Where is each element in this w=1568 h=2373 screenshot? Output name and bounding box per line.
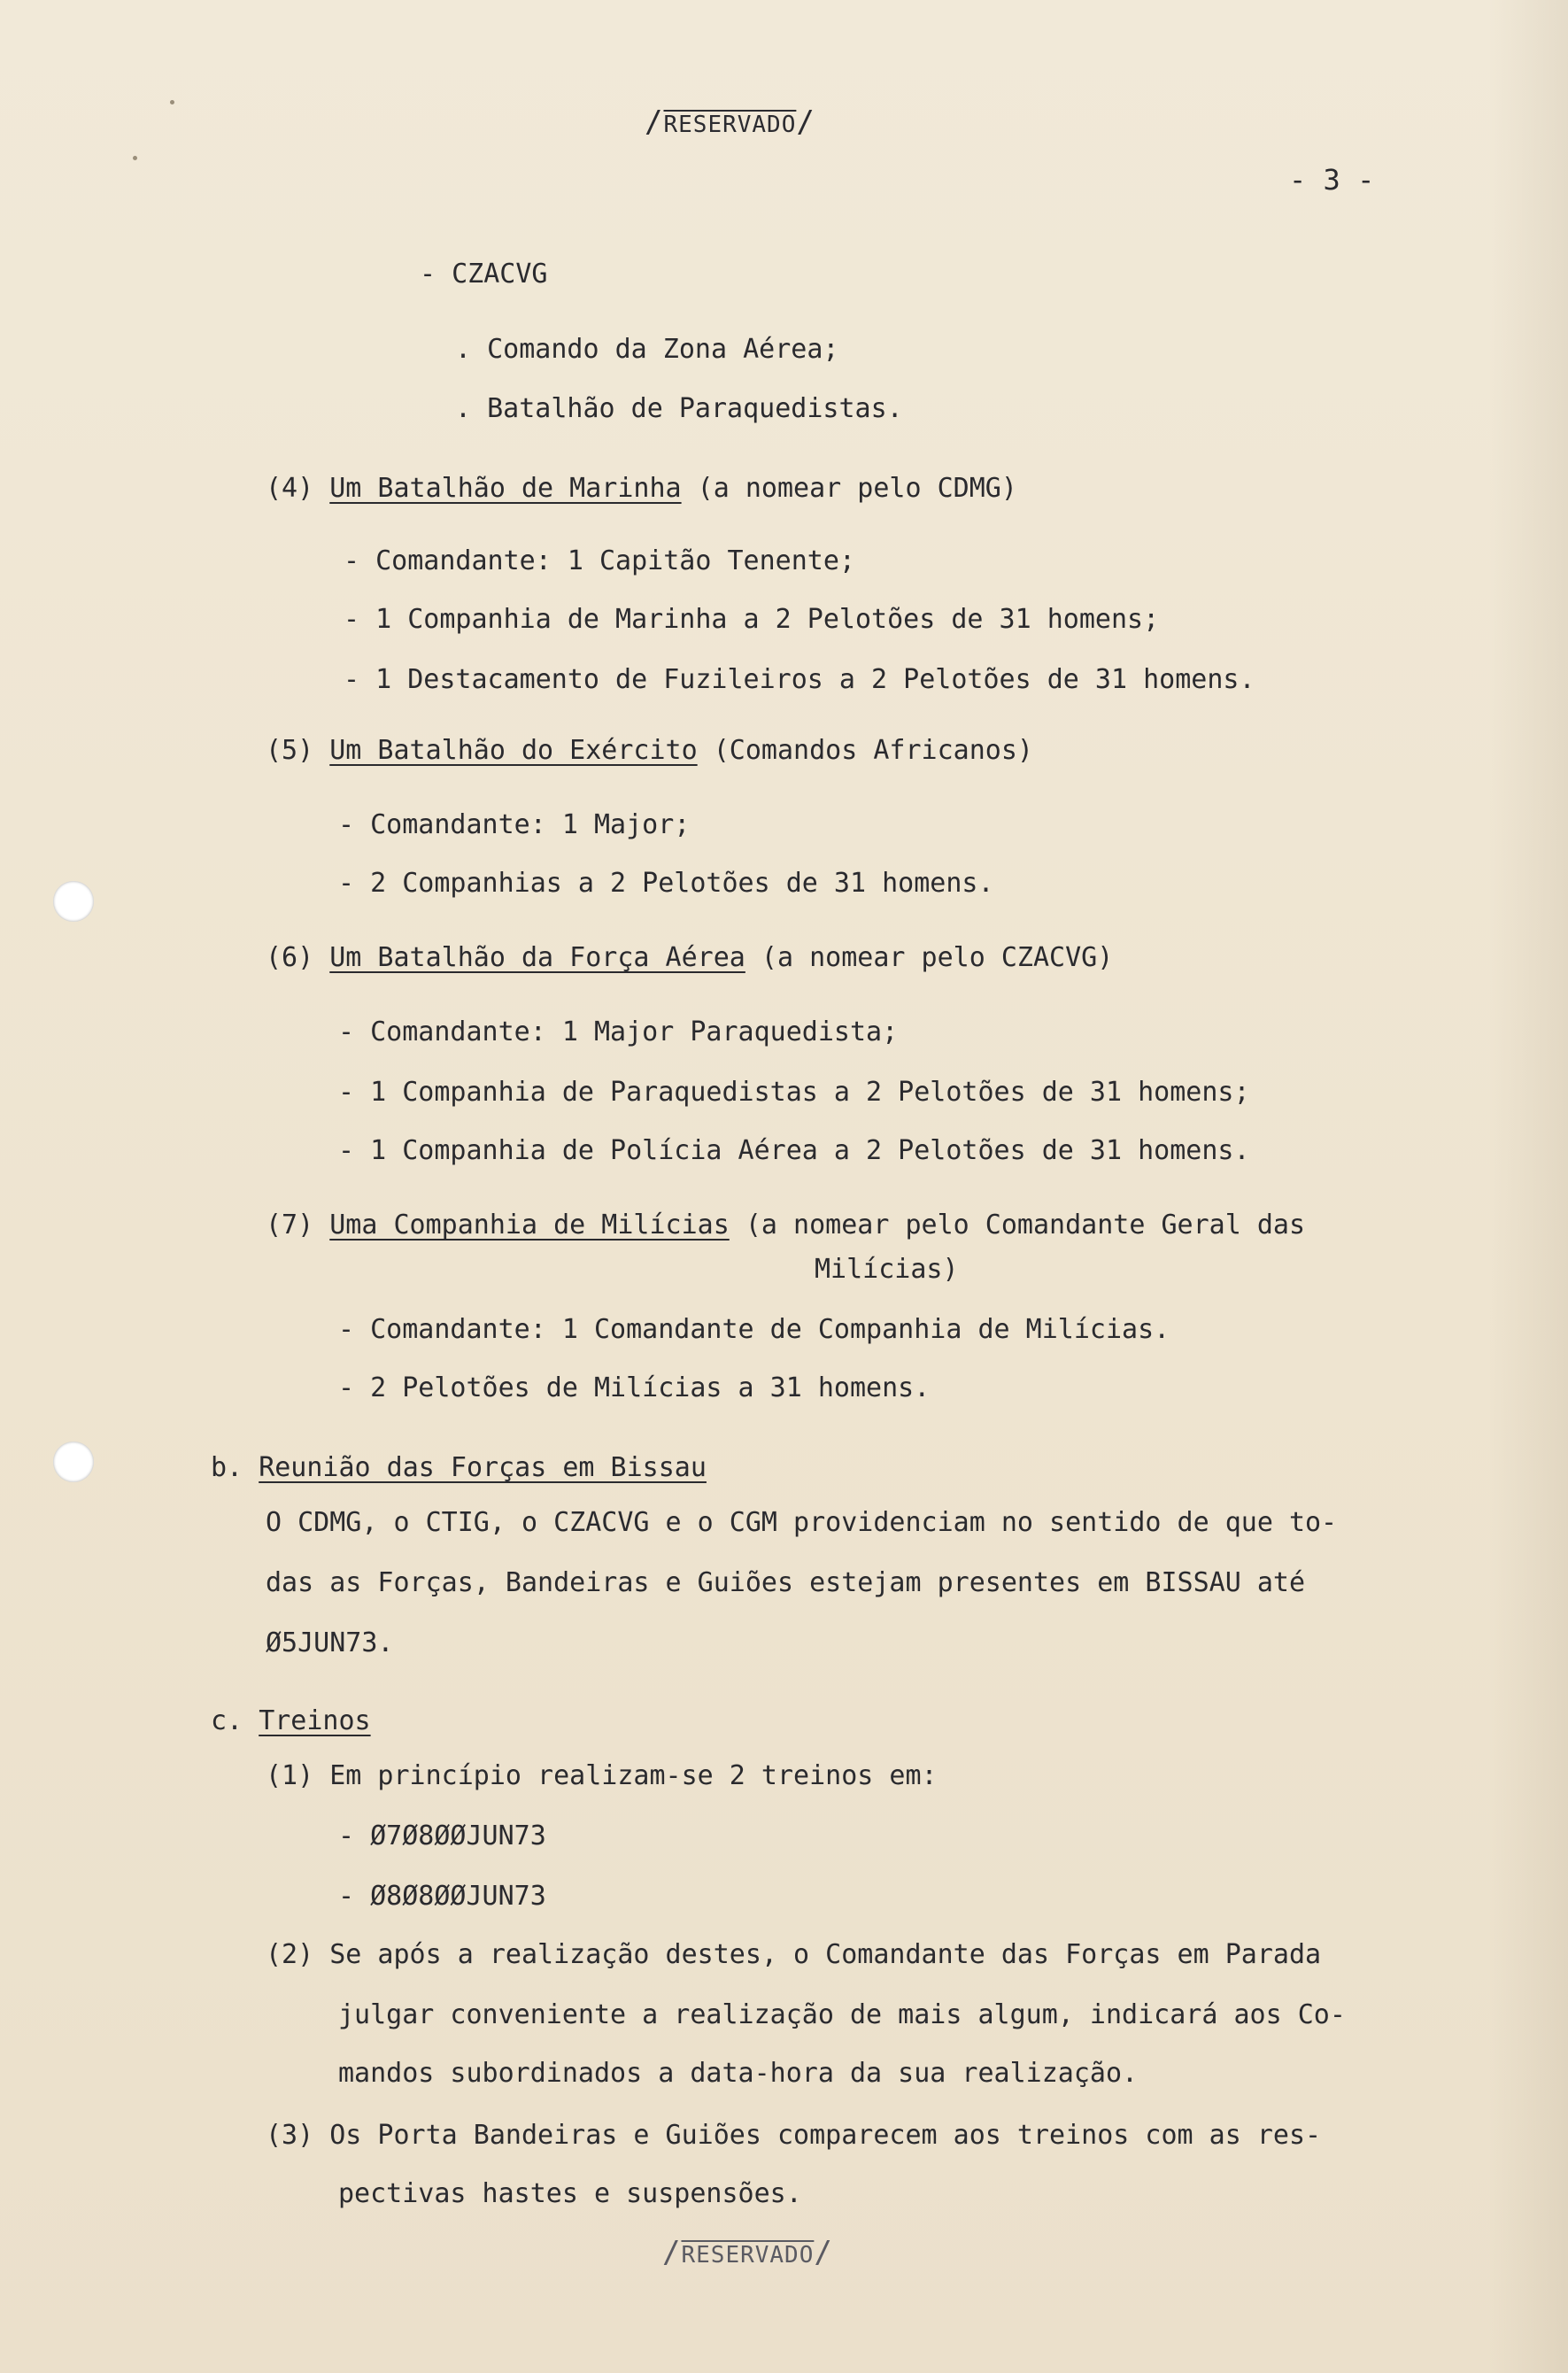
section-c-label: c. bbox=[211, 1705, 243, 1736]
item-7-note-continued: Milícias) bbox=[815, 1254, 959, 1285]
training-date: - Ø8Ø8ØØJUN73 bbox=[338, 1881, 546, 1912]
section-c-heading bbox=[211, 1704, 371, 1739]
section-c-item-2-line: Se após a realização destes, o Comandante das Forças em Parada bbox=[329, 1939, 1322, 1970]
item-4-line: - Comandante: 1 Capitão Tenente; bbox=[344, 545, 855, 576]
page-number: - 3 - bbox=[1289, 163, 1375, 197]
section-b-label: b. bbox=[211, 1452, 243, 1483]
item-7-line: - 2 Pelotões de Milícias a 31 homens. bbox=[338, 1372, 931, 1403]
item-4-title: Um Batalhão de Marinha bbox=[329, 473, 682, 504]
item-7-number: (7) bbox=[266, 1210, 314, 1241]
czacvg-heading: - CZACVG bbox=[420, 259, 548, 290]
classification-stamp-top: /RESERVADO/ bbox=[645, 104, 815, 140]
paper-mark bbox=[133, 156, 137, 160]
item-7-title: Uma Companhia de Milícias bbox=[329, 1210, 730, 1241]
training-date: - Ø7Ø8ØØJUN73 bbox=[338, 1820, 546, 1851]
section-c-item-2-number: (2) bbox=[266, 1939, 314, 1970]
item-7-note: (a nomear pelo Comandante Geral das bbox=[745, 1210, 1306, 1241]
item-4-line: - 1 Destacamento de Fuzileiros a 2 Pelotões de 31 homens. bbox=[344, 664, 1255, 695]
item-6-line: - Comandante: 1 Major Paraquedista; bbox=[338, 1016, 899, 1047]
section-c-item-2 bbox=[266, 1937, 1321, 1973]
item-4-number: (4) bbox=[266, 473, 314, 504]
punch-hole-top bbox=[53, 881, 94, 922]
section-c-item-2-line: julgar conveniente a realização de mais algum, indicará aos Co- bbox=[338, 1999, 1346, 2030]
item-6-title: Um Batalhão da Força Aérea bbox=[329, 942, 745, 973]
section-c-title: Treinos bbox=[259, 1705, 371, 1736]
section-b-paragraph-line: das as Forças, Bandeiras e Guiões estejam presentes em BISSAU até bbox=[266, 1567, 1305, 1598]
section-b-heading bbox=[211, 1450, 707, 1486]
item-6-line: - 1 Companhia de Paraquedistas a 2 Pelotões de 31 homens; bbox=[338, 1077, 1250, 1108]
section-b-paragraph-line: O CDMG, o CTIG, o CZACVG e o CGM providenciam no sentido de que to- bbox=[266, 1507, 1338, 1538]
section-c-item-3-line: Os Porta Bandeiras e Guiões comparecem aos treinos com as res- bbox=[329, 2120, 1322, 2151]
item-5-line: - 2 Companhias a 2 Pelotões de 31 homens. bbox=[338, 868, 994, 899]
paper-mark bbox=[170, 100, 174, 104]
item-4-note: (a nomear pelo CDMG) bbox=[697, 473, 1017, 504]
section-b-paragraph-line: Ø5JUN73. bbox=[266, 1627, 394, 1658]
item-6-note: (a nomear pelo CZACVG) bbox=[761, 942, 1114, 973]
item-7-heading bbox=[266, 1208, 1305, 1243]
section-c-item-3 bbox=[266, 2118, 1321, 2153]
czacvg-item: . Comando da Zona Aérea; bbox=[455, 334, 839, 365]
item-6-line: - 1 Companhia de Polícia Aérea a 2 Pelotões de 31 homens. bbox=[338, 1135, 1250, 1166]
section-c-item-3-number: (3) bbox=[266, 2120, 314, 2151]
item-7-line: - Comandante: 1 Comandante de Companhia de Milícias. bbox=[338, 1314, 1170, 1345]
section-c-item-3-line: pectivas hastes e suspensões. bbox=[338, 2178, 802, 2209]
section-c-item-1-number: (1) bbox=[266, 1760, 314, 1791]
item-5-number: (5) bbox=[266, 735, 314, 766]
classification-stamp-bottom: /RESERVADO/ bbox=[662, 2235, 833, 2270]
section-b-title: Reunião das Forças em Bissau bbox=[259, 1452, 707, 1483]
section-c-item-1 bbox=[266, 1758, 938, 1794]
item-4-line: - 1 Companhia de Marinha a 2 Pelotões de 31 homens; bbox=[344, 604, 1160, 635]
item-6-number: (6) bbox=[266, 942, 314, 973]
item-5-line: - Comandante: 1 Major; bbox=[338, 809, 691, 840]
item-5-title: Um Batalhão do Exército bbox=[329, 735, 698, 766]
czacvg-item: . Batalhão de Paraquedistas. bbox=[455, 393, 903, 424]
section-c-item-2-line: mandos subordinados a data-hora da sua realização. bbox=[338, 2058, 1139, 2089]
item-5-heading bbox=[266, 733, 1033, 769]
punch-hole-bottom bbox=[53, 1442, 94, 1482]
item-5-note: (Comandos Africanos) bbox=[713, 735, 1033, 766]
section-c-item-1-text: Em princípio realizam-se 2 treinos em: bbox=[329, 1760, 938, 1791]
item-4-heading bbox=[266, 471, 1017, 506]
item-6-heading bbox=[266, 940, 1113, 976]
